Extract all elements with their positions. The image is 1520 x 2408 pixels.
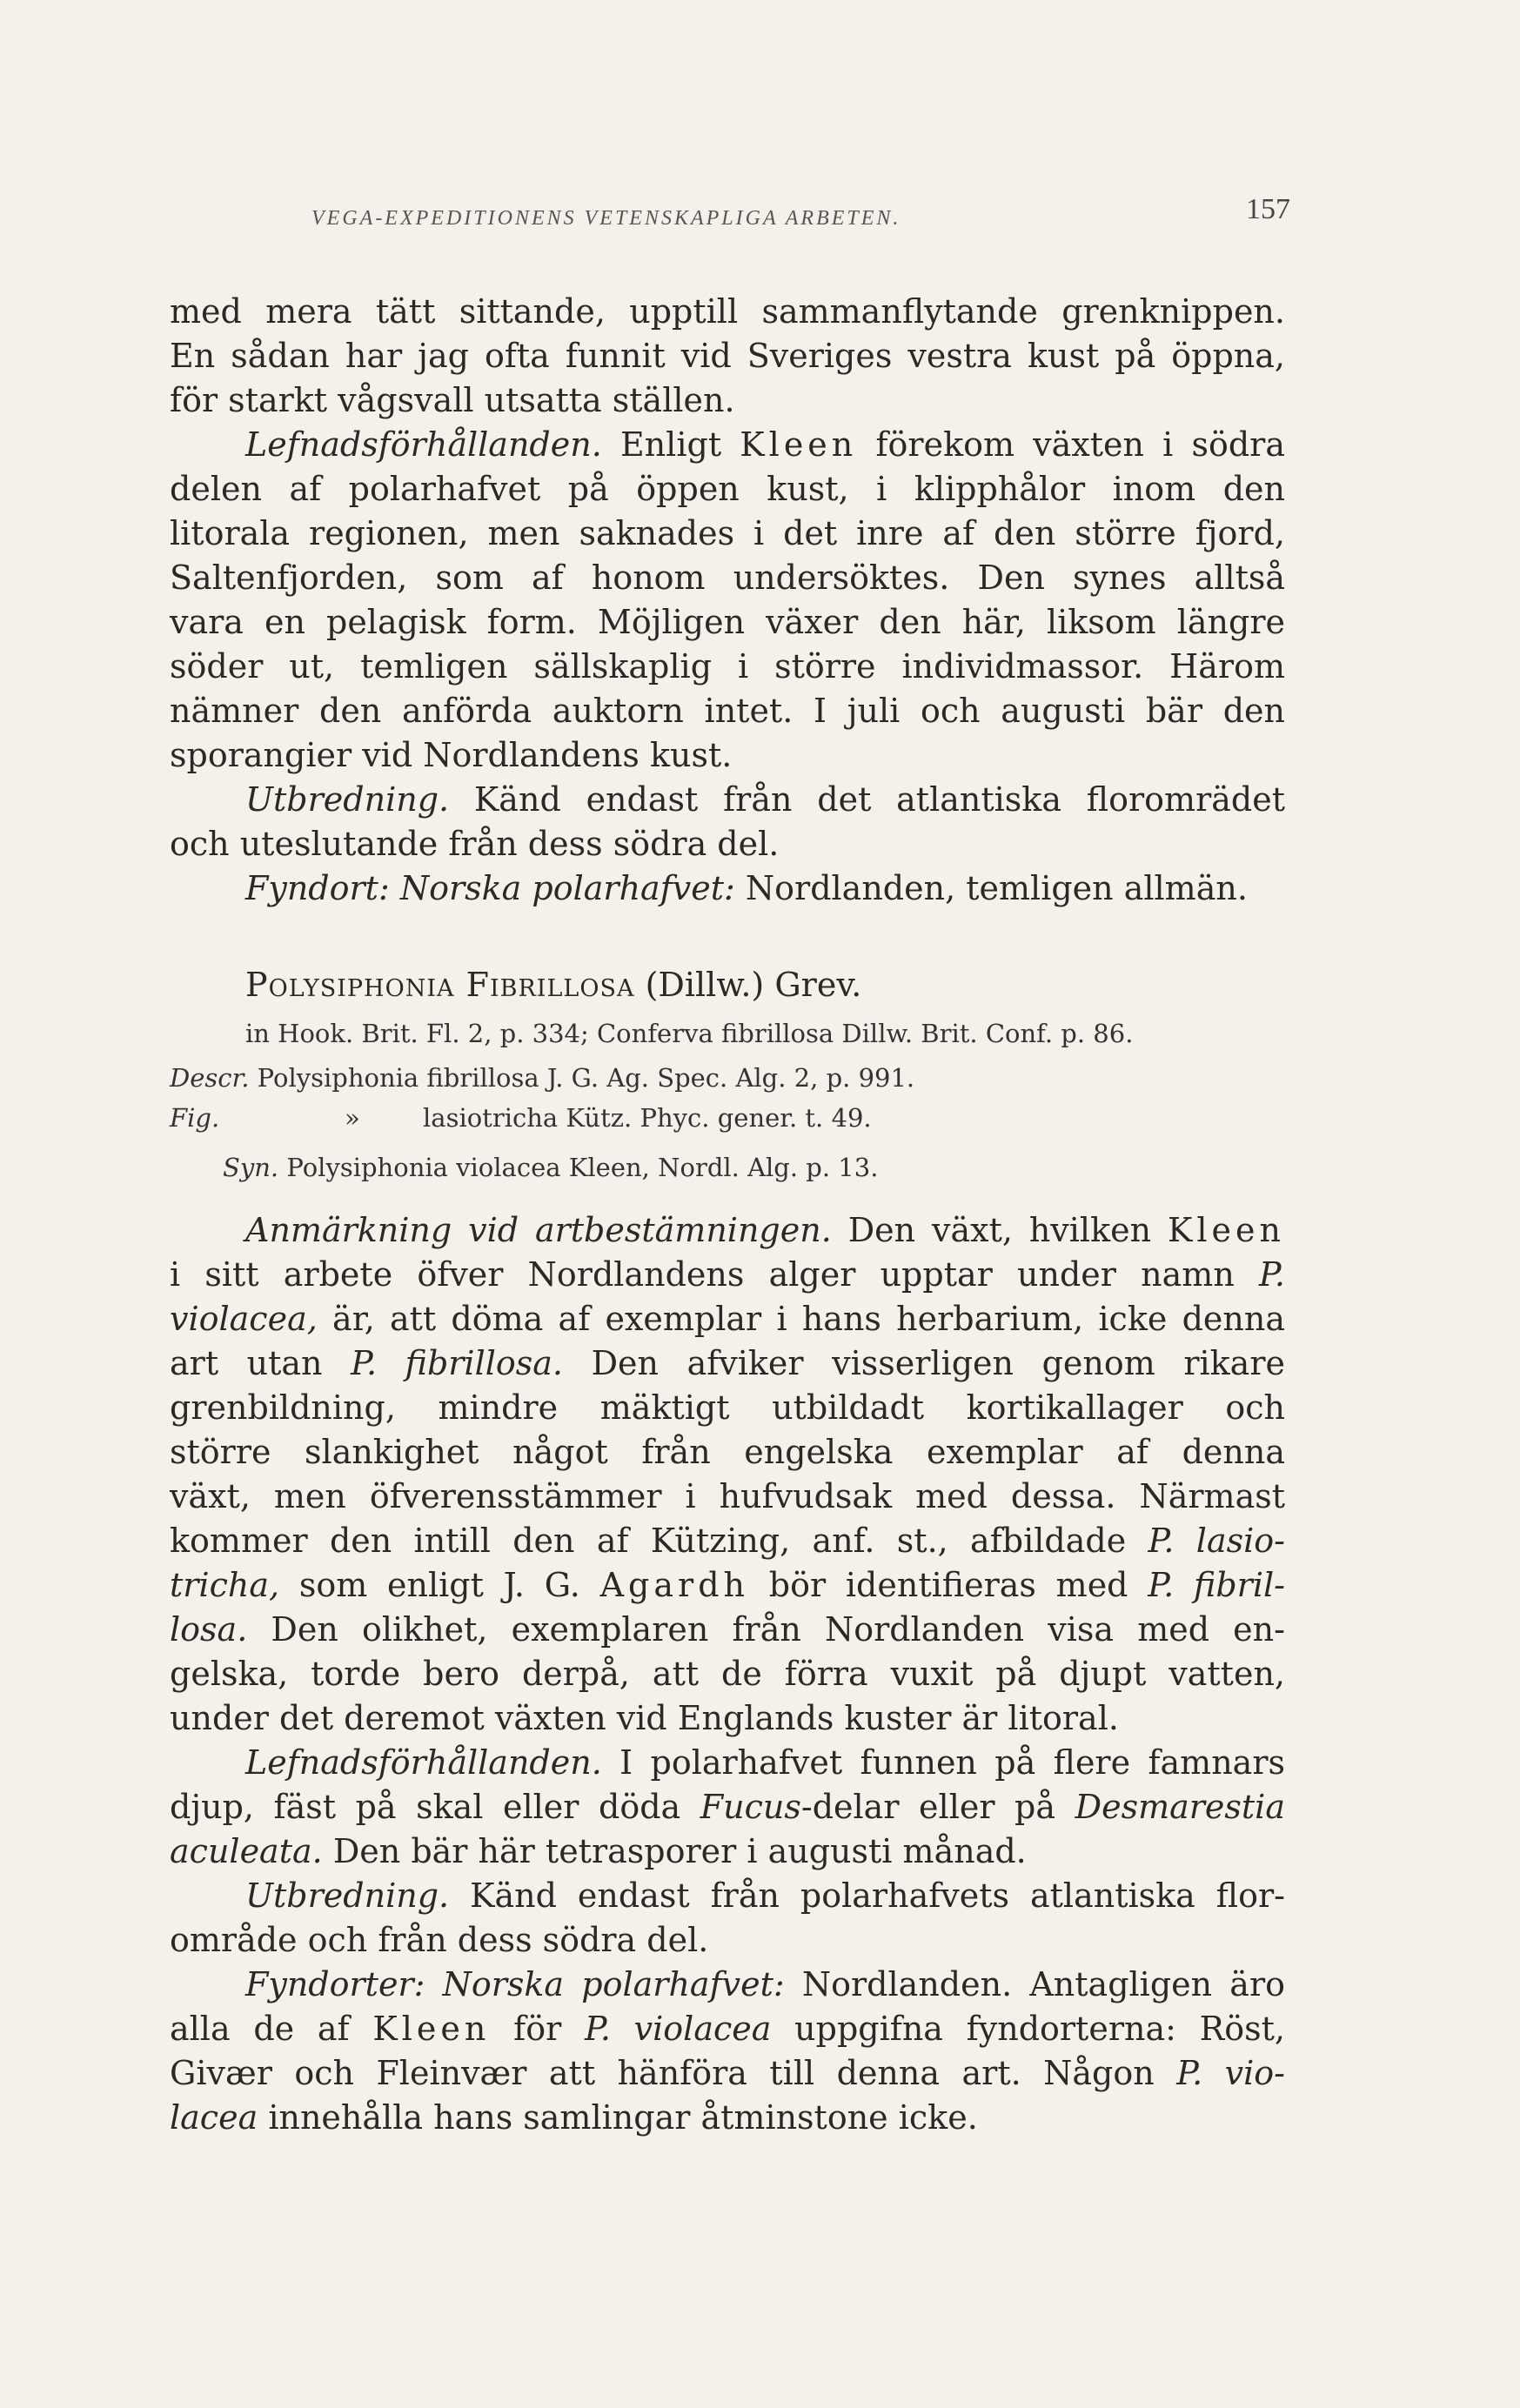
author-name: Kleen [1167, 1211, 1285, 1249]
page-number: 157 [1246, 193, 1290, 225]
text-line: större slankighet något från engelska exemplar af denna [170, 1433, 1285, 1471]
text-line: kommer den intill den af Kützing, anf. st., afbildade P. lasio- [170, 1522, 1285, 1560]
text-line: alla de af Kleen för P. violacea uppgifna fyndorterna: Röst, [170, 2010, 1285, 2048]
author-name: Agardh [599, 1566, 749, 1604]
text-line: område och från dess södra del. [170, 1921, 709, 1959]
text-line: losa. Den olikhet, exemplaren från Nordlanden visa med en- [170, 1610, 1285, 1649]
author-name: Kleen [740, 425, 858, 464]
text-line: vara en pelagisk form. Möjligen växer den här, liksom längre [170, 603, 1285, 641]
text-line: Lefnadsförhållanden. I polarhafvet funnen på flere famnars [245, 1743, 1285, 1782]
text-line: delen af polarhafvet på öppen kust, i klipphålor inom den [170, 470, 1285, 508]
text-line: växt, men öfverensstämmer i hufvudsak med dessa. Närmast [170, 1477, 1285, 1515]
text-line: Saltenfjorden, som af honom undersöktes. Den synes alltså [170, 559, 1285, 597]
reference-line: lasiotricha Kütz. Phyc. gener. t. 49. [423, 1103, 872, 1133]
section-label: Lefnadsförhållanden. [245, 1743, 602, 1782]
text-line: violacea, är, att döma af exemplar i hans herbarium, icke denna [170, 1300, 1285, 1338]
reference-line: Fig. [170, 1103, 220, 1133]
reference-line: in Hook. Brit. Fl. 2, p. 334; Conferva fibrillosa Dillw. Brit. Conf. p. 86. [245, 1019, 1134, 1048]
section-label: Fyndorter: [245, 1965, 425, 2003]
text-line: gelska, torde bero derpå, att de förra vuxit på djupt vatten, [170, 1655, 1285, 1693]
text-line: Utbredning. Känd endast från det atlantiska floromrädet [245, 780, 1285, 819]
text-line: djup, fäst på skal eller döda Fucus-delar eller på Desmarestia [170, 1788, 1285, 1826]
text-line: Fyndorter: Norska polarhafvet: Nordlanden. Antagligen äro [245, 1965, 1285, 2003]
text-line: under det deremot växten vid Englands kuster är litoral. [170, 1699, 1119, 1737]
section-label: Anmärkning vid artbestämningen. [245, 1211, 832, 1249]
text-line: lacea innehålla hans samlingar åtminstone icke. [170, 2098, 978, 2137]
text-line: med mera tätt sittande, upptill sammanflytande grenknippen. [170, 292, 1285, 331]
text-line: Utbredning. Känd endast från polarhafvets atlantiska flor- [245, 1876, 1285, 1915]
text-line: sporangier vid Nordlandens kust. [170, 736, 733, 774]
reference-line: Descr. Polysiphonia fibrillosa J. G. Ag. Spec. Alg. 2, p. 991. [170, 1063, 915, 1093]
section-label: Fyndort: [245, 869, 390, 907]
section-label: Utbredning. [245, 1876, 450, 1915]
species-heading: Polysiphonia Fibrillosa (Dillw.) Grev. [245, 966, 862, 1004]
text-line: tricha, som enligt J. G. Agardh bör identifieras med P. fibril- [170, 1566, 1285, 1604]
text-line: Givær och Fleinvær att hänföra till denna art. Någon P. vio- [170, 2054, 1285, 2092]
text-line: Fyndort: Norska polarhafvet: Nordlanden, temligen allmän. [245, 869, 1248, 907]
section-label: Utbredning. [245, 780, 450, 819]
text-line: En sådan har jag ofta funnit vid Sveriges vestra kust på öppna, [170, 337, 1285, 375]
text-line: art utan P. fibrillosa. Den afviker visserligen genom rikare [170, 1344, 1285, 1382]
text-line: nämner den anförda auktorn intet. I juli och augusti bär den [170, 692, 1285, 730]
text-line: grenbildning, mindre mäktigt utbildadt kortikallager och [170, 1388, 1285, 1427]
section-label: Lefnadsförhållanden. [245, 425, 602, 464]
text-line: Lefnadsförhållanden. Enligt Kleen förekom växten i södra [245, 425, 1285, 464]
ditto-mark: » [345, 1103, 360, 1133]
text-line: aculeata. Den bär här tetrasporer i augusti månad. [170, 1832, 1027, 1870]
author-name: Kleen [372, 2010, 491, 2048]
text-line: i sitt arbete öfver Nordlandens alger upptar under namn P. [170, 1255, 1285, 1294]
running-header: VEGA-EXPEDITIONENS VETENSKAPLIGA ARBETEN. [311, 207, 901, 230]
reference-line: Syn. Polysiphonia violacea Kleen, Nordl. Alg. p. 13. [223, 1153, 879, 1182]
text-line: och uteslutande från dess södra del. [170, 825, 780, 863]
text-line: söder ut, temligen sällskaplig i större individmassor. Härom [170, 647, 1285, 686]
text-line: för starkt vågsvall utsatta ställen. [170, 381, 735, 419]
text-line: Anmärkning vid artbestämningen. Den växt, hvilken Kleen [245, 1211, 1285, 1249]
text-line: litorala regionen, men saknades i det inre af den större fjord, [170, 514, 1285, 552]
